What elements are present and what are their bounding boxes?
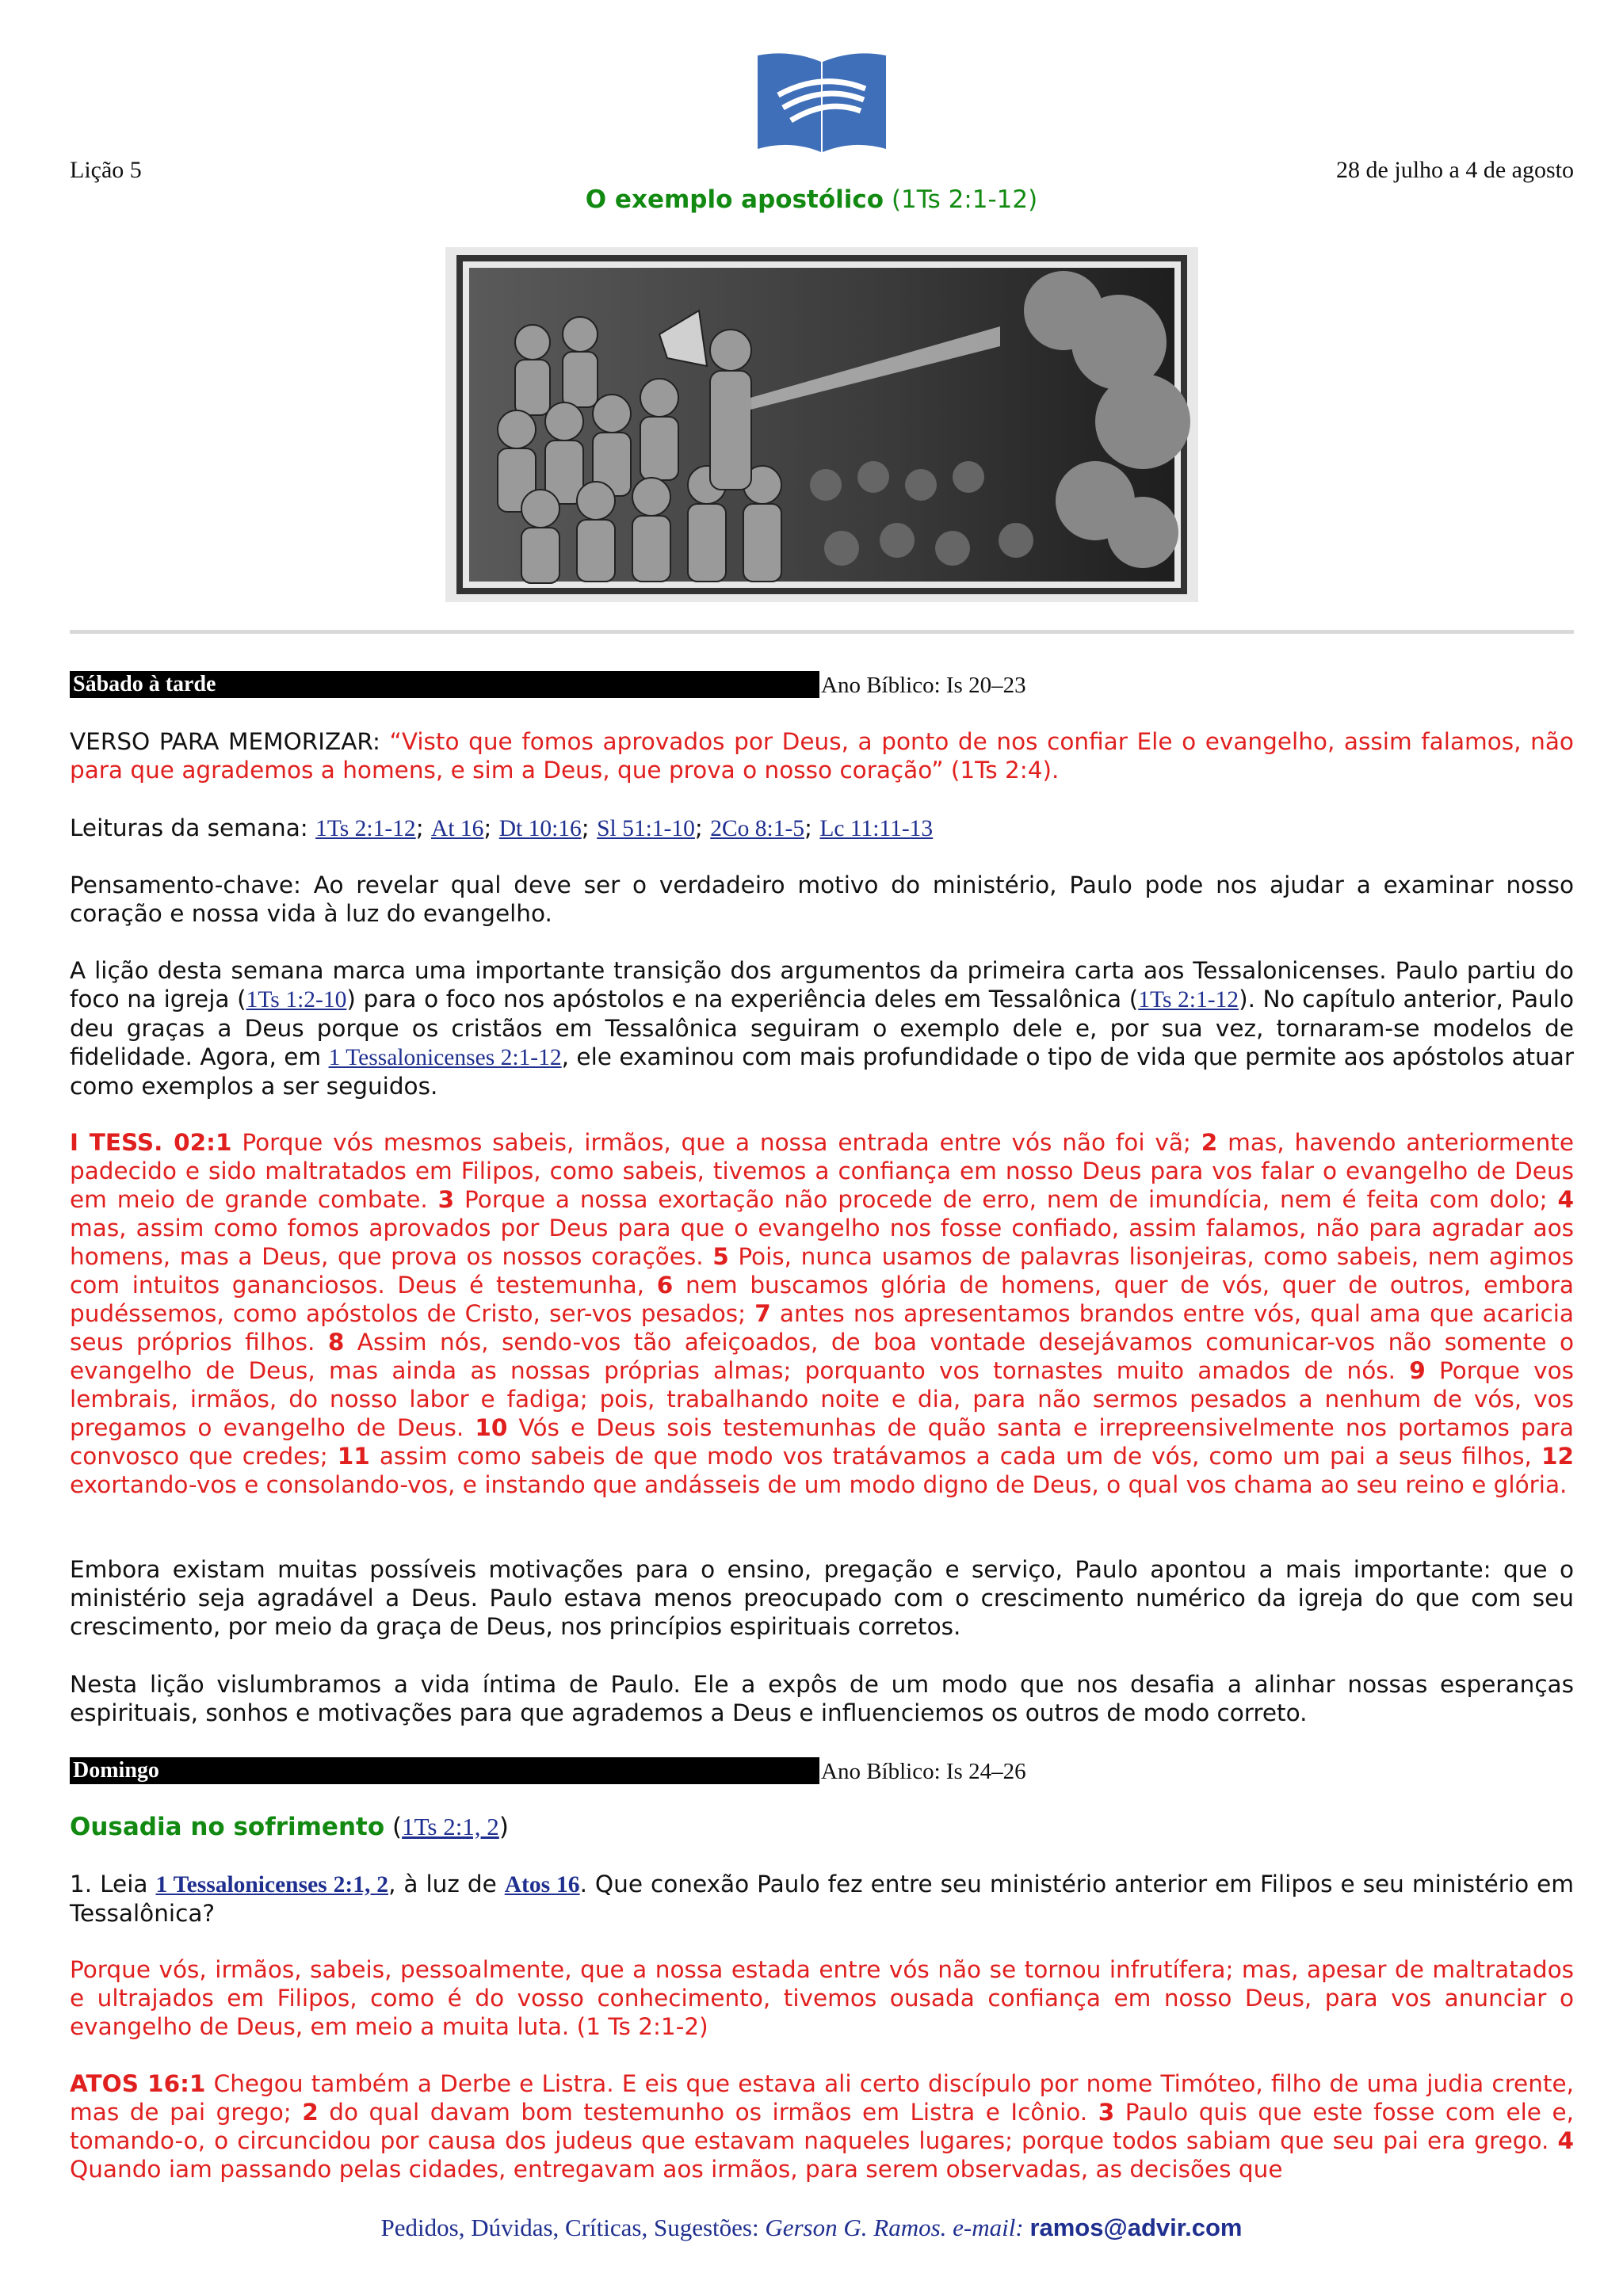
verse-number: 3: [1098, 2099, 1115, 2126]
scripture-label: I TESS. 02:1: [70, 1129, 232, 1156]
lesson-number: Lição 5: [70, 157, 142, 183]
intro-text: A lição desta semana marca uma importante transição dos argumentos da primeira carta aos Tessalonicenses. Paulo partiu do foco na igreja (: [70, 957, 1574, 1013]
question-text: . Que conexão Paulo fez entre seu ministério anterior em Filipos e seu ministério em Tessalônica?: [70, 1871, 1574, 1927]
weekly-readings: Leituras da semana: 1Ts 2:1-12; At 16; Dt 10:16; Sl 51:1-10; 2Co 8:1-5; Lc 11:11-13: [70, 814, 934, 841]
footer-text: Pedidos, Dúvidas, Críticas, Sugestões:: [380, 2214, 766, 2241]
intro-paragraph: [70, 956, 1574, 1100]
sunday-heading: Ousadia no sofrimento (1Ts 2:1, 2): [70, 1813, 509, 1841]
intro-text: , ele examinou com mais profundidade o tipo de vida que permite aos apóstolos atuar como exemplos a ser seguidos.: [70, 1043, 1574, 1100]
verse-number: 12: [1541, 1443, 1574, 1470]
scripture-text: Porque a nossa exortação não procede de erro, nem de imundícia, nem é feita com dolo;: [454, 1186, 1558, 1213]
memory-verse-text: “Visto que fomos aprovados por Deus, a ponto de nos confiar Ele o evangelho, assim falamos, não para que agrademos a homens, e sim a Deus, que prova o nosso coração” (1Ts 2:4).: [70, 728, 1574, 784]
footer: [0, 2214, 1623, 2242]
reading-link[interactable]: 2Co 8:1-5: [710, 816, 805, 841]
key-thought: Pensamento-chave: Ao revelar qual deve ser o verdadeiro motivo do ministério, Paulo pode nos ajudar a examinar nosso coração e nossa vida à luz do evangelho.: [70, 871, 1574, 927]
acts-label: ATOS 16:1: [70, 2070, 206, 2097]
scripture-text: mas, assim como fomos aprovados por Deus para que o evangelho nos fosse confiado, assim falamos, não para agradar aos homens, mas a Deus, que prova os nossos corações.: [70, 1215, 1574, 1270]
divider: [70, 630, 1574, 634]
memory-verse-label: VERSO PARA MEMORIZAR:: [70, 728, 390, 755]
scripture-text: Paulo quis que este fosse com ele e, tomando-o, o circuncidou por causa dos judeus que estavam naqueles lugares; porque todos sabiam que seu pai era grego.: [70, 2099, 1574, 2154]
ano-biblico-sunday: Ano Bíblico: Is 24–26: [821, 1759, 1026, 1784]
verse-number: 9: [1409, 1357, 1426, 1384]
lesson-illustration: [445, 247, 1198, 602]
reading-link[interactable]: At 16: [431, 816, 484, 841]
verse-number: 4: [1557, 2127, 1574, 2154]
day-label-sunday: Domingo: [70, 1757, 819, 1784]
scripture-text: exortando-vos e consolando-vos, e instando que andásseis de um modo digno de Deus, o qual vos chama ao seu reino e glória.: [70, 1471, 1568, 1498]
scripture-text: Vós e Deus sois testemunhas de quão santa e irrepreensivelmente nos portamos para convosco que credes;: [70, 1414, 1574, 1470]
verse-number: 7: [754, 1300, 771, 1327]
day-label-saturday: Sábado à tarde: [70, 671, 819, 698]
scripture-text: Pois, nunca usamos de palavras lisonjeiras, como sabeis, nem agimos com intuitos gananciosos. Deus é testemunha,: [70, 1243, 1574, 1299]
question-text: 1. Leia: [70, 1871, 156, 1897]
ref-link[interactable]: 1 Tessalonicenses 2:1-12: [328, 1045, 562, 1070]
scripture-text: assim como sabeis de que modo vos tratávamos a cada um de vós, como um pai a seus filhos,: [369, 1443, 1541, 1470]
memory-verse: [70, 727, 1574, 784]
question-text: , à luz de: [388, 1871, 505, 1897]
verse-number: 5: [712, 1243, 729, 1270]
day-header-saturday: [70, 671, 1574, 701]
scripture-text: Quando iam passando pelas cidades, entregavam aos irmãos, para serem observadas, as decisões que: [70, 2156, 1283, 2183]
day-header-sunday: [70, 1757, 1574, 1787]
verse-number: 10: [475, 1414, 508, 1441]
answer-1: Porque vós, irmãos, sabeis, pessoalmente, que a nossa estada entre vós não se tornou infrutífera; mas, apesar de maltratados e ultrajados em Filipos, como é do vosso conhecimento, tivemos ousada confiança em nosso Deus, para vos anunciar o evangelho de Deus, em meio a muita luta. (1 Ts 2:1-2): [70, 1956, 1574, 2040]
lesson-title: [0, 185, 1623, 214]
scripture-text: do qual davam bom testemunho os irmãos em Listra e Icônio.: [318, 2099, 1098, 2126]
ref-link[interactable]: 1Ts 1:2-10: [246, 987, 347, 1013]
reading-link[interactable]: 1Ts 2:1-12: [315, 816, 416, 841]
reading-link[interactable]: Sl 51:1-10: [597, 816, 695, 841]
paragraph-motivation: Embora existam muitas possíveis motivações para o ensino, pregação e serviço, Paulo apontou a mais importante: que o ministério seja agradável a Deus. Paulo estava menos preocupado com o crescimento numérico da igreja do que com seu crescimento, por meio da graça de Deus, nos princípios espirituais corretos.: [70, 1556, 1574, 1640]
ref-link[interactable]: Atos 16: [504, 1872, 580, 1897]
scripture-text: mas, havendo anteriormente padecido e sido maltratados em Filipos, como sabeis, tivemos a confiança em nosso Deus para vos falar o evangelho de Deus em meio de grande combate.: [70, 1129, 1574, 1213]
acts-passage: [70, 2069, 1574, 2183]
scripture-text: antes nos apresentamos brandos entre vós, qual ama que acaricia seus próprios filhos.: [70, 1300, 1574, 1356]
ref-link[interactable]: 1Ts 2:1-12: [1138, 987, 1239, 1013]
reading-link[interactable]: Lc 11:11-13: [819, 816, 934, 841]
scripture-text: Porque vos lembrais, irmãos, do nosso labor e fadiga; pois, trabalhando noite e dia, para não sermos pesados a nenhum de vós, vos pregamos o evangelho de Deus.: [70, 1357, 1574, 1441]
ref-link[interactable]: 1 Tessalonicenses 2:1, 2: [155, 1872, 389, 1897]
lesson-title-ref: (1Ts 2:1-12): [891, 185, 1038, 214]
ref-link[interactable]: 1Ts 2:1, 2: [402, 1813, 499, 1840]
verse-number: 11: [337, 1443, 370, 1470]
scripture-passage: [70, 1128, 1574, 1499]
scripture-text: nem buscamos glória de homens, quer de vós, quer de outros, embora pudéssemos, como apóstolos de Cristo, ser-vos pesados;: [70, 1272, 1575, 1327]
footer-email[interactable]: ramos@advir.com: [1029, 2214, 1243, 2241]
verse-number: 8: [327, 1329, 345, 1356]
verse-number: 4: [1557, 1186, 1574, 1213]
footer-email-label: e-mail:: [946, 2214, 1030, 2241]
paragraph-intimate-life: Nesta lição vislumbramos a vida íntima de Paulo. Ele a expôs de um modo que nos desafia a alinhar nossas esperanças espirituais, sonhos e motivações para que agrademos a Deus e influenciemos os outros de modo correto.: [70, 1671, 1574, 1726]
book-logo-icon: [754, 48, 889, 157]
scripture-text: Assim nós, sendo-vos tão afeiçoados, de boa vontade desejávamos comunicar-vos não somente o evangelho de Deus, mas ainda as nossas próprias almas; porquanto vos tornastes muito amados de nós.: [70, 1329, 1574, 1384]
verse-number: 2: [302, 2099, 319, 2126]
lesson-title-main: O exemplo apostólico: [585, 185, 884, 214]
sunday-heading-title: Ousadia no sofrimento: [70, 1813, 385, 1841]
lesson-dates: 28 de julho a 4 de agosto: [1336, 157, 1574, 183]
intro-text: ). No capítulo anterior, Paulo deu graças a Deus porque os cristãos em Tessalônica seguiram o exemplo dele e, por sua vez, tornaram-se modelos de fidelidade. Agora, em: [70, 986, 1574, 1070]
footer-name: Gerson G. Ramos.: [765, 2214, 947, 2241]
verse-number: 2: [1201, 1129, 1218, 1156]
verse-number: 6: [656, 1272, 674, 1299]
ano-biblico-saturday: Ano Bíblico: Is 20–23: [821, 673, 1026, 698]
readings-label: Leituras da semana:: [70, 814, 316, 841]
verse-number: 3: [437, 1186, 455, 1213]
question-1: [70, 1870, 1574, 1928]
scripture-text: Chegou também a Derbe e Listra. E eis que estava ali certo discípulo por nome Timóteo, filho de uma judia crente, mas de pai grego;: [70, 2070, 1574, 2126]
intro-text: ) para o foco nos apóstolos e na experiência deles em Tessalônica (: [346, 986, 1139, 1013]
reading-link[interactable]: Dt 10:16: [498, 816, 582, 841]
scripture-text: Porque vós mesmos sabeis, irmãos, que a nossa entrada entre vós não foi vã;: [231, 1129, 1201, 1156]
